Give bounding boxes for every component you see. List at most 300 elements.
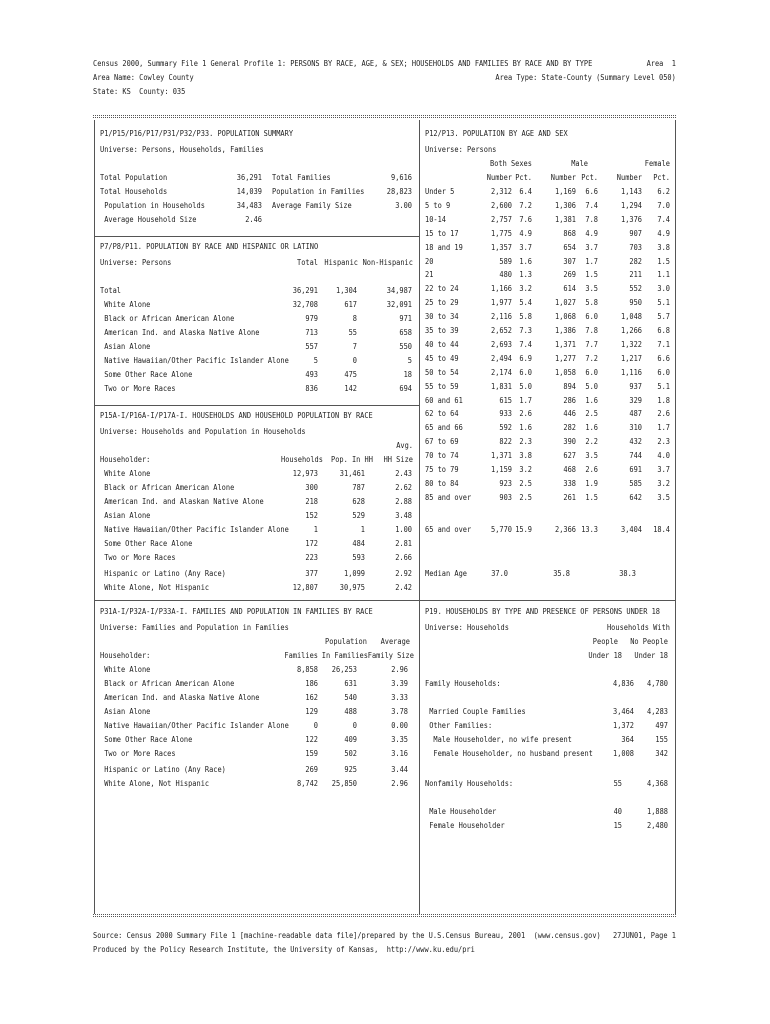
cell: 3.35 bbox=[391, 734, 408, 744]
row-label: Black or African American Alone bbox=[100, 678, 235, 688]
cell: 2.46 bbox=[245, 214, 262, 224]
cell: 7 bbox=[352, 341, 357, 351]
cell: 1,058 bbox=[555, 366, 576, 377]
cell: 342 bbox=[655, 748, 668, 758]
cell: 1.1 bbox=[657, 269, 670, 280]
column-header: Family Size bbox=[367, 650, 414, 660]
cell: 12,973 bbox=[292, 468, 318, 478]
cell: 282 bbox=[629, 255, 642, 266]
cell: 1,143 bbox=[621, 186, 642, 196]
row-label: White Alone bbox=[100, 299, 151, 309]
cell: 129 bbox=[305, 706, 318, 716]
frame-top-rule bbox=[93, 115, 676, 118]
cell: 34,483 bbox=[236, 200, 262, 210]
cell: 1,977 bbox=[491, 297, 512, 308]
cell: 310 bbox=[629, 422, 642, 433]
cell: 390 bbox=[563, 436, 576, 447]
row-label: Two or More Races bbox=[100, 383, 176, 393]
row-label: Total bbox=[100, 285, 121, 295]
cell: 1,166 bbox=[491, 283, 512, 294]
cell: 1,376 bbox=[621, 213, 642, 224]
cell: 269 bbox=[305, 764, 318, 774]
cell: 6.6 bbox=[657, 352, 670, 363]
column-header: Female bbox=[644, 158, 670, 168]
row-label: Nonfamily Households: bbox=[425, 778, 514, 788]
cell: 903 bbox=[499, 491, 512, 502]
cell: 0 bbox=[352, 720, 357, 730]
column-header: No People bbox=[630, 636, 668, 646]
cell: 550 bbox=[399, 341, 412, 351]
cell: 2.96 bbox=[391, 778, 408, 788]
cell: 142 bbox=[344, 383, 357, 393]
section-universe: Universe: Families and Population in Families bbox=[100, 622, 289, 632]
row-label: Black or African American Alone bbox=[100, 313, 235, 323]
cell: 5 bbox=[313, 355, 318, 365]
cell: 2.3 bbox=[657, 436, 670, 447]
cell: 2.81 bbox=[395, 538, 412, 548]
cell: 627 bbox=[563, 450, 576, 461]
cell: 7.8 bbox=[585, 325, 598, 335]
cell: 223 bbox=[305, 552, 318, 562]
cell: 3.39 bbox=[391, 678, 408, 688]
cell: 4.0 bbox=[657, 450, 670, 461]
cell: 3.5 bbox=[657, 491, 670, 502]
cell: 4,836 bbox=[613, 678, 634, 688]
column-header: Total bbox=[297, 257, 318, 267]
row-label: Hispanic or Latino (Any Race) bbox=[100, 764, 226, 774]
cell: 615 bbox=[499, 394, 512, 405]
cell: 628 bbox=[352, 496, 365, 506]
age-label: 70 to 74 bbox=[425, 450, 459, 461]
cell: 4.9 bbox=[657, 227, 670, 238]
row-label: Householder: bbox=[100, 454, 151, 464]
cell: 2.92 bbox=[395, 568, 412, 578]
cell: 1,888 bbox=[647, 806, 668, 816]
row-label: White Alone bbox=[100, 468, 151, 478]
cell: 3.33 bbox=[391, 692, 408, 702]
row-label: Two or More Races bbox=[100, 552, 176, 562]
cell: 2,480 bbox=[647, 820, 668, 830]
cell: 3.16 bbox=[391, 748, 408, 758]
section-title: P7/P8/P11. POPULATION BY RACE AND HISPANIC OR LATINO bbox=[100, 241, 319, 251]
cell: 5.1 bbox=[657, 297, 670, 308]
cell: 1.7 bbox=[519, 394, 532, 405]
cell: 0.00 bbox=[391, 720, 408, 730]
section-divider bbox=[420, 600, 675, 601]
cell: 7.2 bbox=[519, 199, 532, 210]
row-label: Asian Alone bbox=[100, 341, 151, 351]
cell: 1.9 bbox=[585, 477, 598, 488]
section-universe: Universe: Persons bbox=[425, 144, 497, 154]
cell: 1.5 bbox=[657, 255, 670, 266]
cell: 1.5 bbox=[585, 269, 598, 280]
cell: 540 bbox=[344, 692, 357, 702]
cell: 1,159 bbox=[491, 464, 512, 474]
cell: 3.00 bbox=[395, 200, 412, 210]
section-title: P12/P13. POPULATION BY AGE AND SEX bbox=[425, 128, 568, 138]
section-title: P1/P15/P16/P17/P31/P32/P33. POPULATION SUMMARY bbox=[100, 128, 294, 138]
column-header: Number bbox=[616, 172, 642, 182]
row-label: Some Other Race Alone bbox=[100, 538, 193, 548]
cell: 307 bbox=[563, 255, 576, 266]
frame-left-border bbox=[94, 120, 95, 914]
cell: 1.00 bbox=[395, 524, 412, 534]
cell: 32,708 bbox=[292, 299, 318, 309]
column-header: Households With bbox=[607, 622, 670, 632]
cell: 3.78 bbox=[391, 706, 408, 716]
cell: 894 bbox=[563, 380, 576, 391]
age-label: 75 to 79 bbox=[425, 464, 459, 474]
row-label: Total Population bbox=[100, 172, 168, 182]
cell: 2,312 bbox=[491, 186, 512, 196]
cell: 3.0 bbox=[657, 283, 670, 294]
age-label: 80 to 84 bbox=[425, 477, 459, 488]
row-label: Asian Alone bbox=[100, 510, 151, 520]
cell: 497 bbox=[655, 720, 668, 730]
section-universe: Universe: Households and Population in Households bbox=[100, 426, 306, 436]
age-label: 5 to 9 bbox=[425, 199, 451, 210]
cell: 2.62 bbox=[395, 482, 412, 492]
column-header: Avg. bbox=[396, 440, 413, 450]
cell: 286 bbox=[563, 394, 576, 405]
cell: 1,381 bbox=[555, 213, 576, 224]
cell: 1,831 bbox=[491, 380, 512, 391]
row-label: Asian Alone bbox=[100, 706, 151, 716]
cell: 1.8 bbox=[657, 394, 670, 405]
section-divider bbox=[95, 405, 419, 406]
cell: 1,008 bbox=[613, 748, 634, 758]
cell: 2.5 bbox=[585, 408, 598, 419]
frame-bottom-rule bbox=[93, 914, 676, 917]
cell: 868 bbox=[563, 227, 576, 238]
cell: 1,371 bbox=[555, 338, 576, 349]
cell: 907 bbox=[629, 227, 642, 238]
cell: 7.2 bbox=[585, 352, 598, 363]
cell: 2.42 bbox=[395, 582, 412, 592]
cell: 1 bbox=[313, 524, 318, 534]
cell: 488 bbox=[344, 706, 357, 716]
cell: 1.3 bbox=[519, 269, 532, 280]
cell: 1.6 bbox=[519, 422, 532, 433]
cell: 1.7 bbox=[657, 422, 670, 433]
cell: 3.48 bbox=[395, 510, 412, 520]
row-label: Other Families: bbox=[425, 720, 493, 730]
cell: 1,775 bbox=[491, 227, 512, 238]
cell: 3,464 bbox=[613, 706, 634, 716]
row-label: Male Householder bbox=[425, 806, 497, 816]
column-header: Pct. bbox=[581, 172, 598, 182]
cell: 8 bbox=[352, 313, 357, 323]
cell: 703 bbox=[629, 241, 642, 252]
cell: 1,304 bbox=[336, 285, 357, 295]
row-label: Female Householder, no husband present bbox=[425, 748, 593, 758]
cell: 822 bbox=[499, 436, 512, 447]
cell: 2,366 bbox=[555, 524, 576, 534]
cell: 1,322 bbox=[621, 338, 642, 349]
cell: 475 bbox=[344, 369, 357, 379]
column-header: Pop. In HH bbox=[331, 454, 373, 464]
cell: 155 bbox=[655, 734, 668, 744]
cell: 7.4 bbox=[657, 213, 670, 224]
cell: 38.3 bbox=[619, 568, 636, 578]
cell: 34,987 bbox=[386, 285, 412, 295]
cell: 1.6 bbox=[519, 255, 532, 266]
area-type: Area Type: State-County (Summary Level 050) bbox=[495, 72, 676, 82]
cell: 2,116 bbox=[491, 311, 512, 322]
row-label: Hispanic or Latino (Any Race) bbox=[100, 568, 226, 578]
cell: 1,217 bbox=[621, 352, 642, 363]
section-universe: Universe: Persons bbox=[100, 257, 172, 267]
area-number: Area 1 bbox=[646, 58, 676, 68]
row-label: Family Households: bbox=[425, 678, 501, 688]
cell: 979 bbox=[305, 313, 318, 323]
cell: 25,850 bbox=[331, 778, 357, 788]
cell: 31,461 bbox=[339, 468, 365, 478]
age-label: 40 to 44 bbox=[425, 338, 459, 349]
cell: 1.7 bbox=[585, 255, 598, 266]
cell: 3.2 bbox=[519, 283, 532, 294]
section-universe: Universe: Households bbox=[425, 622, 509, 632]
row-label: Householder: bbox=[100, 650, 151, 660]
age-label: 10-14 bbox=[425, 213, 446, 224]
cell: 2.2 bbox=[585, 436, 598, 447]
cell: 4,780 bbox=[647, 678, 668, 688]
cell: 1,372 bbox=[613, 720, 634, 730]
cell: 1.5 bbox=[585, 491, 598, 502]
row-label: Married Couple Families bbox=[425, 706, 526, 716]
age-label: 22 to 24 bbox=[425, 283, 459, 294]
cell: 364 bbox=[621, 734, 634, 744]
cell: 1,371 bbox=[491, 450, 512, 461]
section-title: P31A-I/P32A-I/P33A-I. FAMILIES AND POPULATION IN FAMILIES BY RACE bbox=[100, 606, 373, 616]
cell: 1,386 bbox=[555, 325, 576, 335]
cell: 1.6 bbox=[585, 394, 598, 405]
cell: 5.0 bbox=[519, 380, 532, 391]
cell: 502 bbox=[344, 748, 357, 758]
cell: 487 bbox=[629, 408, 642, 419]
cell: 589 bbox=[499, 255, 512, 266]
cell: 159 bbox=[305, 748, 318, 758]
cell: 1,294 bbox=[621, 199, 642, 210]
row-label: Female Householder bbox=[425, 820, 505, 830]
age-label: Under 5 bbox=[425, 186, 455, 196]
source-note: Source: Census 2000 Summary File 1 [machine-readable data file]/prepared by the U.S.Census Bureau, 2001 (www.census.gov) bbox=[93, 930, 601, 940]
cell: 2.66 bbox=[395, 552, 412, 562]
cell: 5.0 bbox=[585, 380, 598, 391]
row-label: Total Households bbox=[100, 186, 168, 196]
cell: 282 bbox=[563, 422, 576, 433]
row-label: Native Hawaiian/Other Pacific Islander Alone bbox=[100, 355, 289, 365]
cell: 3.7 bbox=[519, 241, 532, 252]
state-county: State: KS County: 035 bbox=[93, 86, 186, 96]
cell: 409 bbox=[344, 734, 357, 744]
report-title: Census 2000, Summary File 1 General Profile 1: PERSONS BY RACE, AGE, & SEX; HOUSEHOLDS AND FAMILIES BY RACE AND BY TYPE bbox=[93, 58, 593, 68]
column-header: In Families bbox=[321, 650, 368, 660]
cell: 2,652 bbox=[491, 325, 512, 335]
cell: 617 bbox=[344, 299, 357, 309]
cell: 3.44 bbox=[391, 764, 408, 774]
cell: 557 bbox=[305, 341, 318, 351]
column-header: Male bbox=[571, 158, 588, 168]
cell: 5 bbox=[407, 355, 412, 365]
section-title: P15A-I/P16A-I/P17A-I. HOUSEHOLDS AND HOUSEHOLD POPULATION BY RACE bbox=[100, 410, 373, 420]
cell: 5.8 bbox=[519, 311, 532, 322]
cell: 2.6 bbox=[519, 408, 532, 419]
cell: 787 bbox=[352, 482, 365, 492]
cell: 7.8 bbox=[585, 213, 598, 224]
cell: 172 bbox=[305, 538, 318, 548]
cell: 529 bbox=[352, 510, 365, 520]
column-header: Number bbox=[550, 172, 576, 182]
cell: 1,306 bbox=[555, 199, 576, 210]
cell: 1,116 bbox=[621, 366, 642, 377]
row-label: Native Hawaiian/Other Pacific Islander Alone bbox=[100, 720, 289, 730]
cell: 2,174 bbox=[491, 366, 512, 377]
cell: 14,039 bbox=[236, 186, 262, 196]
cell: 2.5 bbox=[519, 477, 532, 488]
cell: 2.5 bbox=[519, 491, 532, 502]
cell: 3.7 bbox=[657, 464, 670, 474]
cell: 4,368 bbox=[647, 778, 668, 788]
column-header: Families bbox=[284, 650, 318, 660]
cell: 162 bbox=[305, 692, 318, 702]
row-label: Native Hawaiian/Other Pacific Islander Alone bbox=[100, 524, 289, 534]
cell: 15 bbox=[613, 820, 622, 830]
row-label: Some Other Race Alone bbox=[100, 734, 193, 744]
cell: 55 bbox=[613, 778, 622, 788]
row-label: Two or More Races bbox=[100, 748, 176, 758]
cell: 2,494 bbox=[491, 352, 512, 363]
cell: 13.3 bbox=[581, 524, 598, 534]
cell: 5,770 bbox=[491, 524, 512, 534]
column-header: Hispanic bbox=[324, 257, 358, 267]
cell: 592 bbox=[499, 422, 512, 433]
cell: 6.0 bbox=[585, 366, 598, 377]
cell: 377 bbox=[305, 568, 318, 578]
median-label: Median Age bbox=[425, 568, 467, 578]
cell: 15.9 bbox=[515, 524, 532, 534]
cell: 12,807 bbox=[292, 582, 318, 592]
age-label: 85 and over bbox=[425, 491, 472, 502]
cell: 480 bbox=[499, 269, 512, 280]
cell: 3,404 bbox=[621, 524, 642, 534]
cell: 694 bbox=[399, 383, 412, 393]
row-label: Average Family Size bbox=[272, 200, 352, 210]
cell: 1.6 bbox=[585, 422, 598, 433]
age-label: 20 bbox=[425, 255, 434, 266]
cell: 933 bbox=[499, 408, 512, 419]
cell: 614 bbox=[563, 283, 576, 294]
cell: 6.2 bbox=[657, 186, 670, 196]
section-title: P19. HOUSEHOLDS BY TYPE AND PRESENCE OF PERSONS UNDER 18 bbox=[425, 606, 660, 616]
column-header: HH Size bbox=[383, 454, 413, 464]
cell: 152 bbox=[305, 510, 318, 520]
cell: 493 bbox=[305, 369, 318, 379]
cell: 2,757 bbox=[491, 213, 512, 224]
cell: 713 bbox=[305, 327, 318, 337]
row-label: Population in Households bbox=[100, 200, 205, 210]
row-label: White Alone, Not Hispanic bbox=[100, 778, 210, 788]
cell: 0 bbox=[313, 720, 318, 730]
cell: 5.8 bbox=[585, 297, 598, 308]
row-label: Average Household Size bbox=[100, 214, 197, 224]
cell: 2.6 bbox=[657, 408, 670, 419]
cell: 1,027 bbox=[555, 297, 576, 308]
cell: 3.2 bbox=[657, 477, 670, 488]
cell: 432 bbox=[629, 436, 642, 447]
cell: 4,283 bbox=[647, 706, 668, 716]
cell: 4.9 bbox=[519, 227, 532, 238]
column-header: Households bbox=[281, 454, 323, 464]
column-header: Pct. bbox=[515, 172, 532, 182]
cell: 55 bbox=[348, 327, 357, 337]
cell: 261 bbox=[563, 491, 576, 502]
age-label: 67 to 69 bbox=[425, 436, 459, 447]
cell: 36,291 bbox=[292, 285, 318, 295]
cell: 593 bbox=[352, 552, 365, 562]
cell: 35.8 bbox=[553, 568, 570, 578]
cell: 585 bbox=[629, 477, 642, 488]
age-label: 30 to 34 bbox=[425, 311, 459, 322]
section-divider bbox=[95, 600, 419, 601]
cell: 2.88 bbox=[395, 496, 412, 506]
cell: 7.4 bbox=[585, 199, 598, 210]
cell: 1,169 bbox=[555, 186, 576, 196]
section-universe: Universe: Persons, Households, Families bbox=[100, 144, 264, 154]
cell: 6.6 bbox=[585, 186, 598, 196]
column-header: Both Sexes bbox=[490, 158, 532, 168]
cell: 269 bbox=[563, 269, 576, 280]
row-label: White Alone, Not Hispanic bbox=[100, 582, 210, 592]
cell: 26,253 bbox=[331, 664, 357, 674]
cell: 1,099 bbox=[344, 568, 365, 578]
cell: 6.0 bbox=[657, 366, 670, 377]
row-label: White Alone bbox=[100, 664, 151, 674]
cell: 1,266 bbox=[621, 325, 642, 335]
cell: 1,277 bbox=[555, 352, 576, 363]
cell: 36,291 bbox=[236, 172, 262, 182]
cell: 218 bbox=[305, 496, 318, 506]
cell: 8,742 bbox=[297, 778, 318, 788]
cell: 7.1 bbox=[657, 338, 670, 349]
cell: 6.0 bbox=[585, 311, 598, 322]
cell: 658 bbox=[399, 327, 412, 337]
age-label: 65 and over bbox=[425, 524, 472, 534]
cell: 3.7 bbox=[585, 241, 598, 252]
cell: 1,068 bbox=[555, 311, 576, 322]
cell: 3.5 bbox=[585, 283, 598, 294]
cell: 338 bbox=[563, 477, 576, 488]
cell: 2,600 bbox=[491, 199, 512, 210]
row-label: Male Householder, no wife present bbox=[425, 734, 572, 744]
cell: 6.4 bbox=[519, 186, 532, 196]
row-label: Black or African American Alone bbox=[100, 482, 235, 492]
cell: 1,357 bbox=[491, 241, 512, 252]
column-header: People bbox=[592, 636, 618, 646]
cell: 552 bbox=[629, 283, 642, 294]
cell: 654 bbox=[563, 241, 576, 252]
cell: 122 bbox=[305, 734, 318, 744]
age-label: 62 to 64 bbox=[425, 408, 459, 419]
cell: 6.9 bbox=[519, 352, 532, 363]
cell: 2.96 bbox=[391, 664, 408, 674]
cell: 3.8 bbox=[657, 241, 670, 252]
cell: 5.1 bbox=[657, 380, 670, 391]
cell: 0 bbox=[352, 355, 357, 365]
cell: 2,693 bbox=[491, 338, 512, 349]
row-label: Population in Families bbox=[272, 186, 365, 196]
cell: 2.6 bbox=[585, 464, 598, 474]
